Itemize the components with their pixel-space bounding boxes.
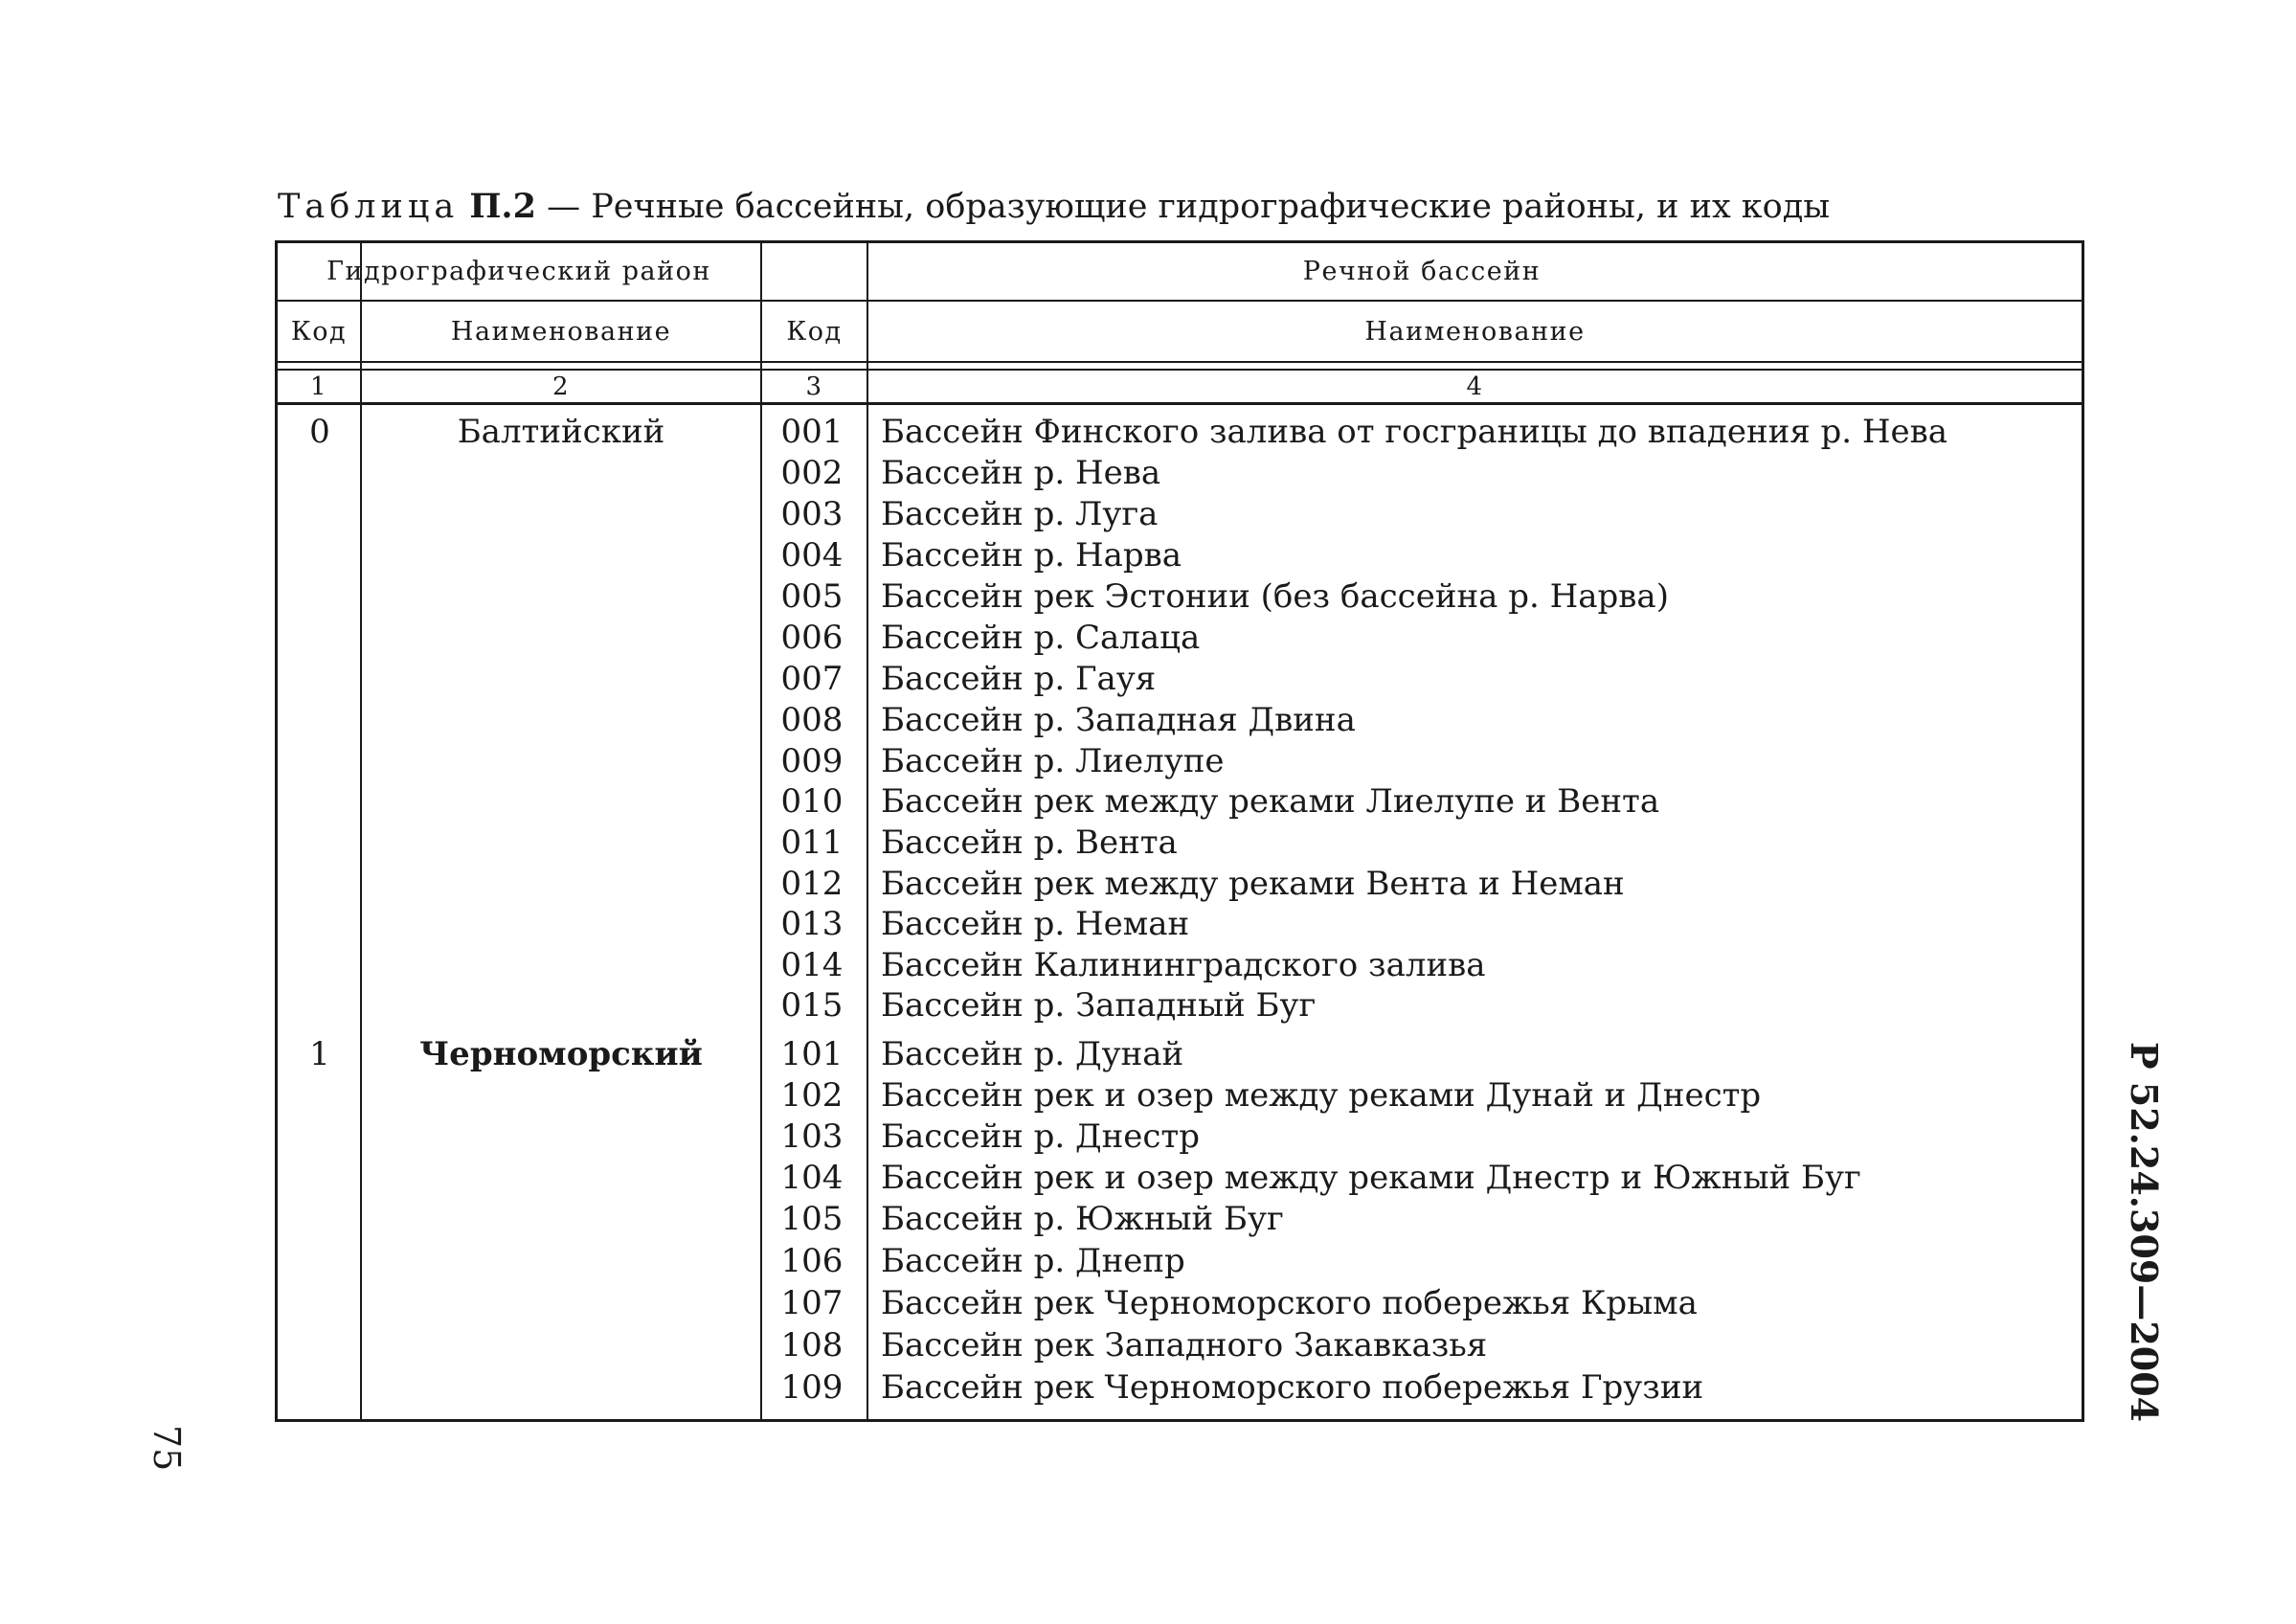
caption-prefix: Таблица <box>278 188 460 226</box>
basin-name: Бассейн рек и озер между реками Днестр и Южный Буг <box>881 1159 1861 1197</box>
col-divider-2 <box>760 243 762 1419</box>
col-number-2: 2 <box>551 372 571 401</box>
header-divider-2a <box>278 361 2082 363</box>
basin-code: 103 <box>780 1117 844 1156</box>
basin-code: 004 <box>780 536 844 575</box>
basin-code: 101 <box>780 1035 844 1073</box>
basin-code: 003 <box>780 495 844 533</box>
header-name: Наименование <box>450 316 672 347</box>
header-name-2: Наименование <box>1364 316 1586 347</box>
district-code: 1 <box>309 1035 330 1073</box>
basin-code: 005 <box>780 577 844 616</box>
basin-code: 002 <box>780 454 844 492</box>
basin-name: Бассейн Финского залива от госграницы до впадения р. Нева <box>881 413 1948 451</box>
caption-text: — Речные бассейны, образующие гидрографические районы, и их коды <box>547 188 1831 226</box>
basin-code: 010 <box>780 782 844 821</box>
basins-table <box>275 240 2084 1422</box>
basin-code: 106 <box>780 1242 844 1280</box>
basin-code: 009 <box>780 742 844 780</box>
header-code: Код <box>290 316 348 347</box>
basin-code: 015 <box>780 986 844 1025</box>
header-district: Гидрографический район <box>326 257 711 286</box>
document-code: Р 52.24.309—2004 <box>2123 1042 2166 1423</box>
col-number-3: 3 <box>805 372 823 401</box>
basin-code: 102 <box>780 1076 844 1115</box>
col-number-4: 4 <box>1466 372 1484 401</box>
basin-name: Бассейн рек Эстонии (без бассейна р. Нарва) <box>881 577 1669 616</box>
basin-code: 014 <box>780 946 844 984</box>
basin-code: 012 <box>780 865 844 903</box>
basin-code: 013 <box>780 905 844 943</box>
basin-name: Бассейн р. Вента <box>881 823 1178 862</box>
basin-name: Бассейн р. Луга <box>881 495 1159 533</box>
basin-name: Бассейн р. Днестр <box>881 1117 1201 1156</box>
basin-code: 108 <box>780 1326 844 1365</box>
basin-code: 107 <box>780 1284 844 1322</box>
basin-name: Бассейн р. Южный Буг <box>881 1200 1284 1238</box>
table-caption <box>278 187 1830 226</box>
header-code-2: Код <box>786 316 843 347</box>
basin-name: Бассейн р. Нарва <box>881 536 1182 575</box>
basin-code: 006 <box>780 619 844 657</box>
col-number-1: 1 <box>309 372 328 401</box>
basin-name: Бассейн р. Лиелупе <box>881 742 1225 780</box>
basin-code: 008 <box>780 701 844 739</box>
district-name: Балтийский <box>457 413 665 451</box>
header-divider-3 <box>278 402 2082 405</box>
basin-name: Бассейн рек Черноморского побережья Крыма <box>881 1284 1698 1322</box>
basin-name: Бассейн р. Западный Буг <box>881 986 1317 1025</box>
district-name: Черноморский <box>419 1035 703 1073</box>
basin-code: 011 <box>780 823 844 862</box>
basin-name: Бассейн р. Салаца <box>881 619 1201 657</box>
caption-number: П.2 <box>469 187 536 226</box>
basin-code: 001 <box>780 413 844 451</box>
basin-name: Бассейн р. Нева <box>881 454 1161 492</box>
basin-code: 105 <box>780 1200 844 1238</box>
basin-name: Бассейн Калининградского залива <box>881 946 1486 984</box>
basin-code: 007 <box>780 660 844 698</box>
basin-code: 104 <box>780 1159 844 1197</box>
header-basin: Речной бассейн <box>1302 257 1542 286</box>
basin-name: Бассейн рек Черноморского побережья Грузии <box>881 1368 1704 1407</box>
basin-name: Бассейн р. Дунай <box>881 1035 1184 1073</box>
basin-code: 109 <box>780 1368 844 1407</box>
page-number: 75 <box>146 1425 188 1472</box>
basin-name: Бассейн р. Гауя <box>881 660 1157 698</box>
district-code: 0 <box>309 413 330 451</box>
basin-name: Бассейн рек Западного Закавказья <box>881 1326 1488 1365</box>
basin-name: Бассейн рек между реками Вента и Неман <box>881 865 1625 903</box>
basin-name: Бассейн р. Западная Двина <box>881 701 1356 739</box>
col-divider-3 <box>867 243 868 1419</box>
basin-name: Бассейн рек между реками Лиелупе и Вента <box>881 782 1660 821</box>
basin-name: Бассейн р. Днепр <box>881 1242 1185 1280</box>
basin-name: Бассейн рек и озер между реками Дунай и Днестр <box>881 1076 1762 1115</box>
basin-name: Бассейн р. Неман <box>881 905 1190 943</box>
